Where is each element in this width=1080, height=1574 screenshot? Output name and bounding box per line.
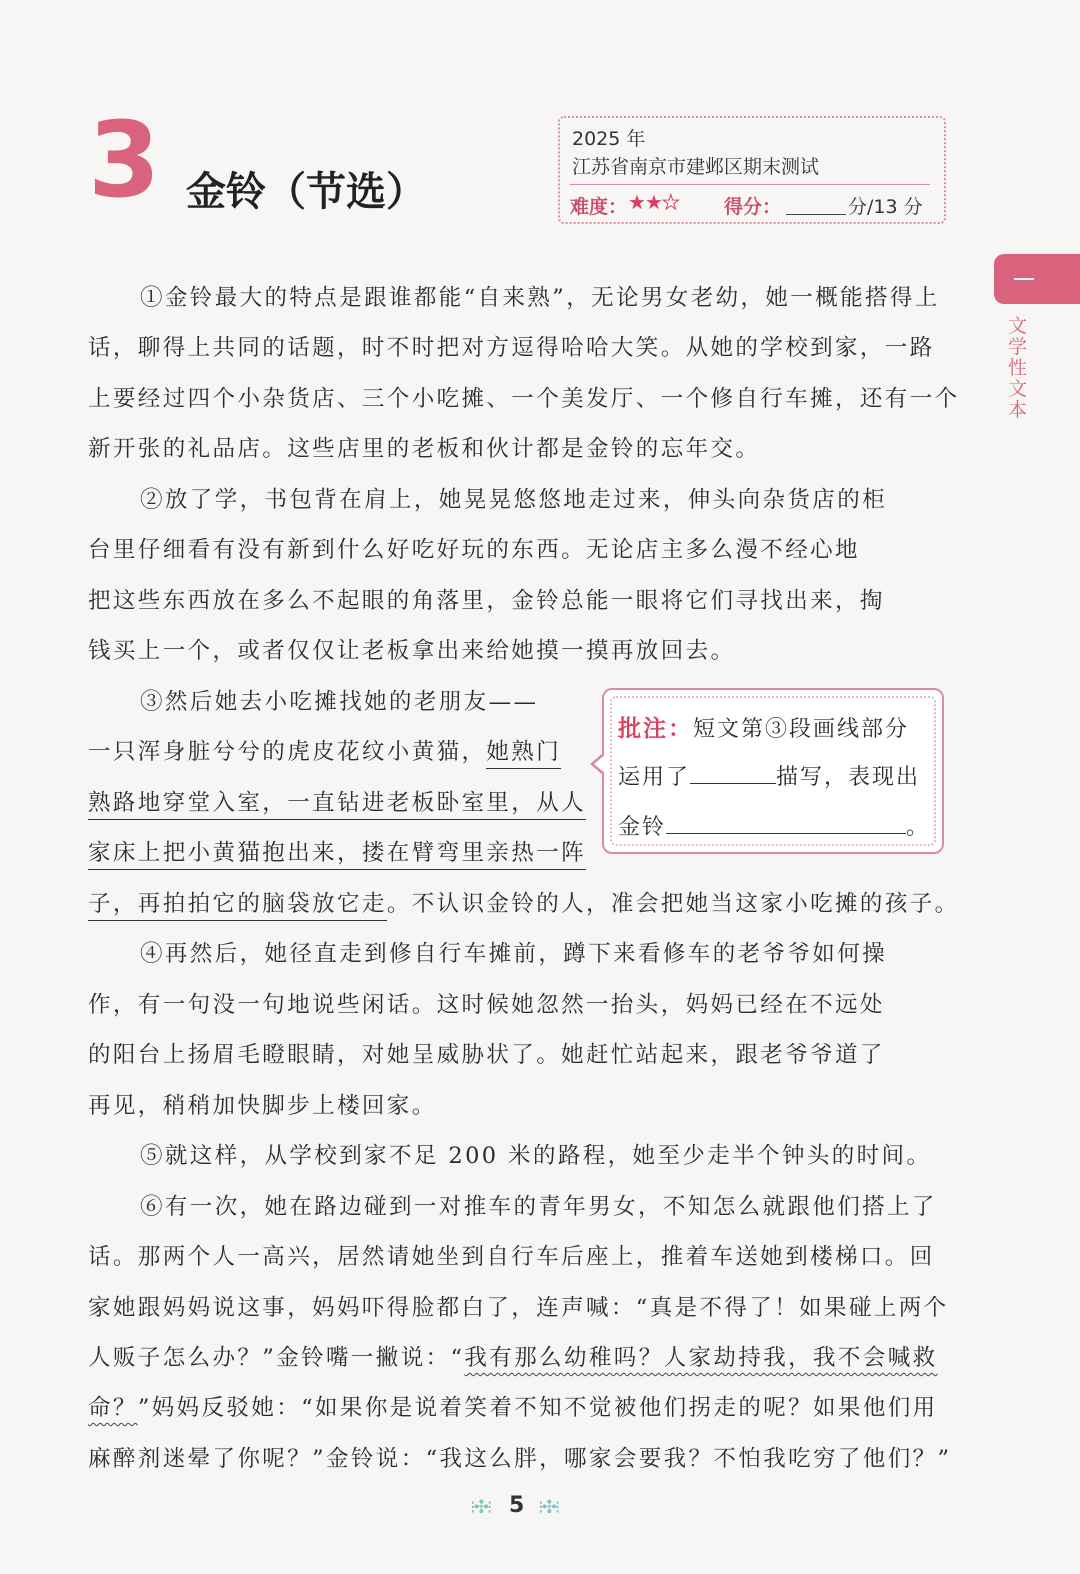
- difficulty-label: 难度：: [570, 196, 628, 218]
- annotation-text1: 短文第③段画线部分: [693, 717, 910, 742]
- score-label: 得分：: [724, 196, 782, 218]
- star-empty-icon: ★: [661, 190, 679, 214]
- para6-line1: ⑥有一次，她在路边碰到一对推车的青年男女，不知怎么就跟他们搭上了: [140, 1194, 937, 1220]
- exam-info-box: [558, 116, 946, 224]
- para5-line1: ⑤就这样，从学校到家不足 200 米的路程，她至少走半个钟头的时间。: [140, 1143, 932, 1169]
- para1-line1: ①金铃最大的特点是跟谁都能“自来熟”，无论男女老幼，她一概能搭得上: [140, 285, 940, 311]
- info-divider: [570, 184, 930, 185]
- para6-line3: 家她跟妈妈说这事，妈妈吓得脸都白了，连声喊：“真是不得了！如果碰上两个: [88, 1295, 949, 1321]
- para4-line1: ④再然后，她径直走到修自行车摊前，蹲下来看修车的老爷爷如何操: [140, 941, 888, 967]
- annotation-blank2[interactable]: [666, 833, 906, 834]
- para3-line2: [88, 734, 561, 766]
- para3-line5: [88, 886, 960, 918]
- annotation-blank1[interactable]: [690, 783, 776, 784]
- annotation-line3: [618, 810, 930, 841]
- difficulty-stars: [628, 190, 679, 214]
- lesson-number: 3: [88, 99, 161, 221]
- para6-line4: [88, 1340, 938, 1372]
- para3-line5-text: 。不认识金铃的人，准会把她当这家小吃摊的孩子。: [386, 891, 960, 917]
- para2-line1: ②放了学，书包背在肩上，她晃晃悠悠地走过来，伸头向杂货店的柜: [140, 487, 888, 513]
- annotation-line2: [618, 760, 920, 791]
- annotation-text2a: 运用了: [618, 765, 691, 790]
- para4-line4: 再见，稍稍加快脚步上楼回家。: [88, 1093, 437, 1119]
- para1-line3: 上要经过四个小杂货店、三个小吃摊、一个美发厅、一个修自行车摊，还有一个: [88, 386, 960, 412]
- star-filled-icon: ★: [644, 190, 662, 214]
- score-total: 分/13 分: [848, 196, 923, 218]
- para2-line4: 钱买上一个，或者仅仅让老板拿出来给她摸一摸再放回去。: [88, 638, 736, 664]
- source-year: 2025 年: [572, 128, 646, 150]
- star-filled-icon: ★: [628, 190, 645, 214]
- para6-line4-text: 人贩子怎么办？”金铃嘴一撇说：“: [88, 1345, 465, 1371]
- para3-underlined-line3: 熟路地穿堂入室，一直钻进老板卧室里，从人: [88, 790, 586, 820]
- para6-line2: 话。那两个人一高兴，居然请她坐到自行车后座上，推着车送她到楼梯口。回: [88, 1244, 935, 1270]
- annotation-text3a: 金铃: [618, 815, 667, 840]
- section-tab: [994, 254, 1080, 304]
- para2-line2: 台里仔细看有没有新到什么好吃好玩的东西。无论店主多么漫不经心地: [88, 537, 860, 563]
- annotation-pointer-fill: [594, 754, 606, 774]
- ornament-left-icon: ⁝✣⁝: [470, 1497, 491, 1518]
- para4-line2: 作，有一句没一句地说些闲话。这时候她忽然一抬头，妈妈已经在不远处: [88, 992, 885, 1018]
- para3-underlined-line4: 家床上把小黄猫抱出来，搂在臂弯里亲热一阵: [88, 840, 586, 870]
- para6-line6: 麻醉剂迷晕了你呢？”金铃说：“我这么胖，哪家会要我？不怕我吃穷了他们？”: [88, 1446, 952, 1472]
- para3-line3: [88, 785, 586, 817]
- para3-line2-text: 一只浑身脏兮兮的虎皮花纹小黄猫，: [88, 739, 487, 765]
- source-exam: 江苏省南京市建邺区期末测试: [572, 156, 820, 178]
- para2-line3: 把这些东西放在多么不起眼的角落里，金铃总能一眼将它们寻找出来，掏: [88, 588, 885, 614]
- annotation-label: 批注：: [618, 716, 693, 742]
- para6-line5-text: ”妈妈反驳她：“如果你是说着笑着不知不觉被他们拐走的呢？如果他们用: [137, 1395, 938, 1421]
- para3-underlined-start: 她熟门: [486, 739, 561, 769]
- para4-line3: 的阳台上扬眉毛瞪眼睛，对她呈威胁状了。她赶忙站起来，跟老爷爷道了: [88, 1042, 885, 1068]
- score-blank[interactable]: [786, 214, 846, 215]
- section-side-label: 文学性文本: [1008, 315, 1028, 421]
- para6-wavy-end: 命？: [88, 1395, 138, 1421]
- para3-line1: ③然后她去小吃摊找她的老朋友——: [140, 689, 539, 715]
- lesson-title: 金铃（节选）: [186, 169, 426, 215]
- ornament-right-icon: ⁝✣⁝: [538, 1497, 559, 1518]
- page-number: 5: [509, 1493, 525, 1518]
- para3-line4: [88, 835, 586, 867]
- annotation-text3b: 。: [906, 815, 931, 840]
- annotation-line1: [618, 710, 909, 743]
- para1-line4: 新开张的礼品店。这些店里的老板和伙计都是金铃的忘年交。: [88, 436, 761, 462]
- para6-line5: [88, 1390, 938, 1422]
- para1-line2: 话，聊得上共同的话题，时不时把对方逗得哈哈大笑。从她的学校到家，一路: [88, 335, 935, 361]
- annotation-box: [602, 688, 944, 854]
- para3-underlined-end: 子，再拍拍它的脑袋放它走: [88, 891, 387, 921]
- annotation-text2b: 描写，表现出: [776, 765, 921, 790]
- para6-wavy-start: 我有那么幼稚吗？人家劫持我，我不会喊救: [464, 1345, 938, 1371]
